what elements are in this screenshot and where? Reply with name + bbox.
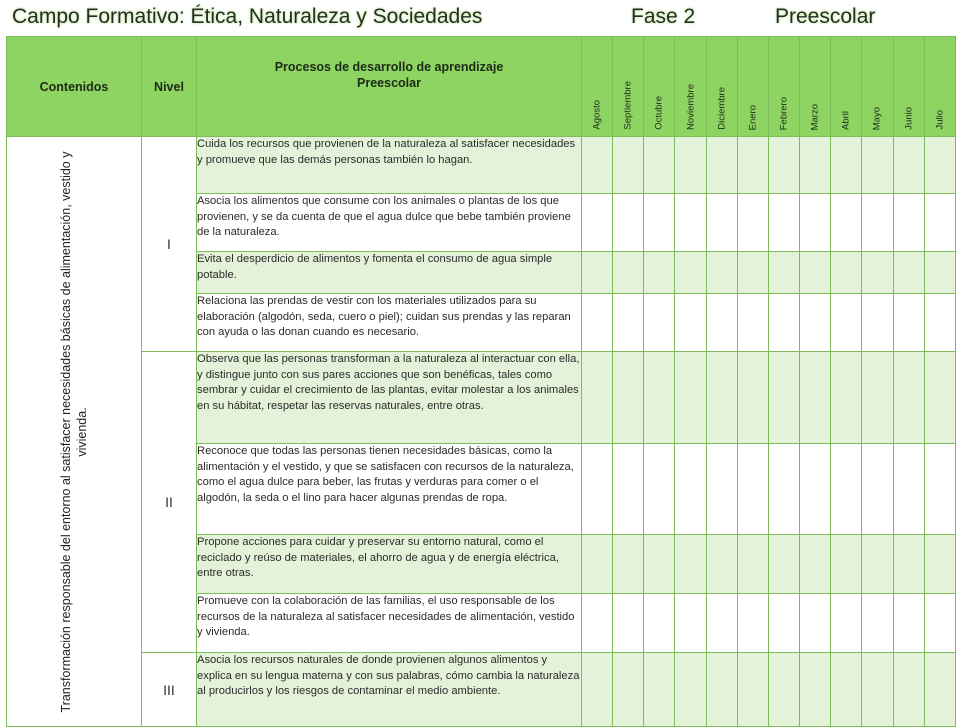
month-header-septiembre (613, 37, 644, 137)
month-check-cell[interactable] (737, 252, 768, 294)
month-check-cell[interactable] (675, 444, 706, 535)
month-header-abril (831, 37, 862, 137)
month-check-cell[interactable] (675, 352, 706, 444)
planning-table (6, 36, 956, 727)
month-header-marzo (800, 37, 831, 137)
month-label: Diciembre (716, 87, 728, 130)
month-check-cell[interactable] (800, 294, 831, 352)
month-check-cell[interactable] (644, 535, 675, 594)
month-check-cell[interactable] (706, 294, 737, 352)
table-row (7, 352, 956, 444)
month-check-cell[interactable] (582, 444, 613, 535)
month-check-cell[interactable] (831, 294, 862, 352)
month-check-cell[interactable] (737, 444, 768, 535)
month-label: Enero (747, 104, 759, 130)
nivel-header: Nivel (142, 37, 197, 137)
campo-formativo-title: Campo Formativo: Ética, Naturaleza y Sociedades (12, 5, 483, 28)
nivel-cell: III (142, 653, 197, 727)
month-check-cell[interactable] (582, 535, 613, 594)
nivel-cell: I (142, 137, 197, 352)
month-check-cell[interactable] (800, 352, 831, 444)
month-label: Febrero (778, 96, 790, 130)
month-check-cell[interactable] (644, 352, 675, 444)
month-check-cell[interactable] (644, 594, 675, 653)
month-check-cell[interactable] (893, 352, 924, 444)
month-check-cell[interactable] (675, 653, 706, 727)
month-check-cell[interactable] (862, 252, 893, 294)
proceso-cell: Evita el desperdicio de alimentos y fomenta el consumo de agua simple potable. (197, 252, 582, 294)
month-label: Noviembre (685, 84, 697, 130)
month-check-cell[interactable] (737, 194, 768, 252)
month-check-cell[interactable] (737, 137, 768, 194)
month-check-cell[interactable] (831, 252, 862, 294)
month-header-junio (893, 37, 924, 137)
proceso-cell: Observa que las personas transforman a la naturaleza al interactuar con ella, y distingue junto con sus pares acciones que son benéficas, tales como sembrar y cuidar el crecimiento de las plantas, evitar molestar a los animales en su hábitat, respetar las reservas naturales, entre otras. (197, 352, 582, 444)
month-check-cell[interactable] (768, 444, 799, 535)
month-check-cell[interactable] (862, 653, 893, 727)
proceso-cell: Asocia los alimentos que consume con los animales o plantas de los que provienen, y se da cuenta de que el agua dulce que bebe también proviene de la naturaleza. (197, 194, 582, 252)
month-header-diciembre (706, 37, 737, 137)
month-check-cell[interactable] (862, 352, 893, 444)
month-check-cell[interactable] (582, 252, 613, 294)
month-label: Agosto (591, 100, 603, 130)
month-check-cell[interactable] (862, 594, 893, 653)
month-check-cell[interactable] (675, 294, 706, 352)
month-check-cell[interactable] (893, 294, 924, 352)
month-check-cell[interactable] (706, 653, 737, 727)
month-check-cell[interactable] (924, 444, 955, 535)
month-check-cell[interactable] (613, 535, 644, 594)
month-header-enero (737, 37, 768, 137)
month-check-cell[interactable] (893, 444, 924, 535)
month-check-cell[interactable] (924, 653, 955, 727)
month-check-cell[interactable] (800, 194, 831, 252)
month-check-cell[interactable] (613, 594, 644, 653)
month-check-cell[interactable] (924, 535, 955, 594)
month-check-cell[interactable] (706, 594, 737, 653)
month-check-cell[interactable] (613, 294, 644, 352)
month-header-noviembre (675, 37, 706, 137)
month-check-cell[interactable] (924, 137, 955, 194)
page-header (0, 0, 960, 36)
month-check-cell[interactable] (893, 594, 924, 653)
month-check-cell[interactable] (644, 444, 675, 535)
table-row (7, 653, 956, 727)
month-check-cell[interactable] (675, 535, 706, 594)
month-check-cell[interactable] (582, 594, 613, 653)
proceso-cell: Reconoce que todas las personas tienen necesidades básicas, como la alimentación y el vestido, y que se satisfacen con recursos de la naturaleza, como el agua dulce para beber, las frutas y verduras para comer o el algodón, la seda o el lino para hacer algunas prendas de ropa. (197, 444, 582, 535)
month-check-cell[interactable] (831, 594, 862, 653)
month-check-cell[interactable] (862, 194, 893, 252)
month-check-cell[interactable] (613, 252, 644, 294)
month-check-cell[interactable] (675, 594, 706, 653)
month-check-cell[interactable] (737, 294, 768, 352)
procesos-header (197, 37, 582, 137)
procesos-header-line2: Preescolar (357, 76, 421, 90)
month-check-cell[interactable] (675, 137, 706, 194)
school-level-label: Preescolar (775, 5, 876, 28)
month-check-cell[interactable] (582, 194, 613, 252)
month-check-cell[interactable] (613, 194, 644, 252)
month-check-cell[interactable] (924, 252, 955, 294)
month-check-cell[interactable] (800, 535, 831, 594)
month-check-cell[interactable] (924, 294, 955, 352)
month-check-cell[interactable] (893, 194, 924, 252)
month-check-cell[interactable] (768, 352, 799, 444)
month-check-cell[interactable] (644, 252, 675, 294)
month-check-cell[interactable] (893, 535, 924, 594)
month-check-cell[interactable] (582, 294, 613, 352)
month-label: Octubre (653, 96, 665, 130)
month-check-cell[interactable] (893, 137, 924, 194)
month-check-cell[interactable] (613, 444, 644, 535)
month-check-cell[interactable] (737, 594, 768, 653)
month-check-cell[interactable] (800, 653, 831, 727)
proceso-cell: Relaciona las prendas de vestir con los materiales utilizados para su elaboración (algodón, seda, cuero o piel); cuidan sus prendas y las reparan con ayuda o las donan cuando es necesario. (197, 294, 582, 352)
month-check-cell[interactable] (582, 653, 613, 727)
month-check-cell[interactable] (831, 194, 862, 252)
month-check-cell[interactable] (613, 137, 644, 194)
month-check-cell[interactable] (831, 137, 862, 194)
month-check-cell[interactable] (644, 294, 675, 352)
month-check-cell[interactable] (924, 594, 955, 653)
proceso-cell: Asocia los recursos naturales de donde provienen algunos alimentos y explica en su lengua materna y con sus palabras, cómo cambia la naturaleza al producirlos y los riesgos de contaminar el medio ambiente. (197, 653, 582, 727)
month-check-cell[interactable] (862, 444, 893, 535)
month-header-febrero (768, 37, 799, 137)
procesos-header-line1: Procesos de desarrollo de aprendizaje (274, 60, 504, 74)
month-check-cell[interactable] (831, 352, 862, 444)
proceso-cell: Propone acciones para cuidar y preservar su entorno natural, como el reciclado y reúso de materiales, el ahorro de agua y de energía eléctrica, entre otras. (197, 535, 582, 594)
month-check-cell[interactable] (582, 352, 613, 444)
month-check-cell[interactable] (893, 252, 924, 294)
month-check-cell[interactable] (644, 194, 675, 252)
month-check-cell[interactable] (831, 535, 862, 594)
month-check-cell[interactable] (706, 352, 737, 444)
month-header-octubre (644, 37, 675, 137)
proceso-cell: Cuida los recursos que provienen de la naturaleza al satisfacer necesidades y promueve que las demás personas también lo hagan. (197, 137, 582, 194)
month-check-cell[interactable] (737, 352, 768, 444)
proceso-cell: Promueve con la colaboración de las familias, el uso responsable de los recursos de la naturaleza al satisfacer necesidades de alimentación, vestido y vivienda. (197, 594, 582, 653)
month-check-cell[interactable] (800, 137, 831, 194)
nivel-cell: II (142, 352, 197, 653)
month-check-cell[interactable] (768, 653, 799, 727)
month-check-cell[interactable] (706, 535, 737, 594)
month-check-cell[interactable] (862, 535, 893, 594)
month-label: Junio (903, 107, 915, 130)
month-check-cell[interactable] (582, 137, 613, 194)
month-check-cell[interactable] (893, 653, 924, 727)
phase-label: Fase 2 (631, 5, 696, 28)
table-header-row (7, 37, 956, 137)
month-check-cell[interactable] (644, 137, 675, 194)
month-check-cell[interactable] (800, 252, 831, 294)
month-check-cell[interactable] (706, 137, 737, 194)
month-label: Abril (840, 110, 852, 130)
month-label: Marzo (809, 103, 821, 130)
month-label: Julio (934, 110, 946, 130)
month-check-cell[interactable] (737, 653, 768, 727)
contenido-cell (7, 137, 142, 727)
month-check-cell[interactable] (675, 252, 706, 294)
month-header-mayo (862, 37, 893, 137)
month-check-cell[interactable] (706, 194, 737, 252)
month-check-cell[interactable] (800, 594, 831, 653)
month-check-cell[interactable] (831, 444, 862, 535)
month-check-cell[interactable] (768, 294, 799, 352)
month-header-julio (924, 37, 955, 137)
month-label: Mayo (871, 106, 883, 130)
month-check-cell[interactable] (613, 653, 644, 727)
table-row (7, 137, 956, 194)
month-header-agosto (582, 37, 613, 137)
contenido-text: Transformación responsable del entorno al satisfacer necesidades básicas de alimentación, vestido y vivienda. (59, 151, 89, 712)
month-check-cell[interactable] (613, 352, 644, 444)
month-check-cell[interactable] (924, 194, 955, 252)
month-check-cell[interactable] (768, 594, 799, 653)
month-check-cell[interactable] (862, 294, 893, 352)
month-check-cell[interactable] (768, 194, 799, 252)
month-label: Septiembre (622, 81, 634, 130)
month-check-cell[interactable] (800, 444, 831, 535)
month-check-cell[interactable] (862, 137, 893, 194)
month-check-cell[interactable] (675, 194, 706, 252)
month-check-cell[interactable] (737, 535, 768, 594)
month-check-cell[interactable] (831, 653, 862, 727)
contenidos-header: Contenidos (7, 37, 142, 137)
month-check-cell[interactable] (644, 653, 675, 727)
month-check-cell[interactable] (924, 352, 955, 444)
month-check-cell[interactable] (706, 252, 737, 294)
month-check-cell[interactable] (706, 444, 737, 535)
month-check-cell[interactable] (768, 137, 799, 194)
month-check-cell[interactable] (768, 252, 799, 294)
month-check-cell[interactable] (768, 535, 799, 594)
